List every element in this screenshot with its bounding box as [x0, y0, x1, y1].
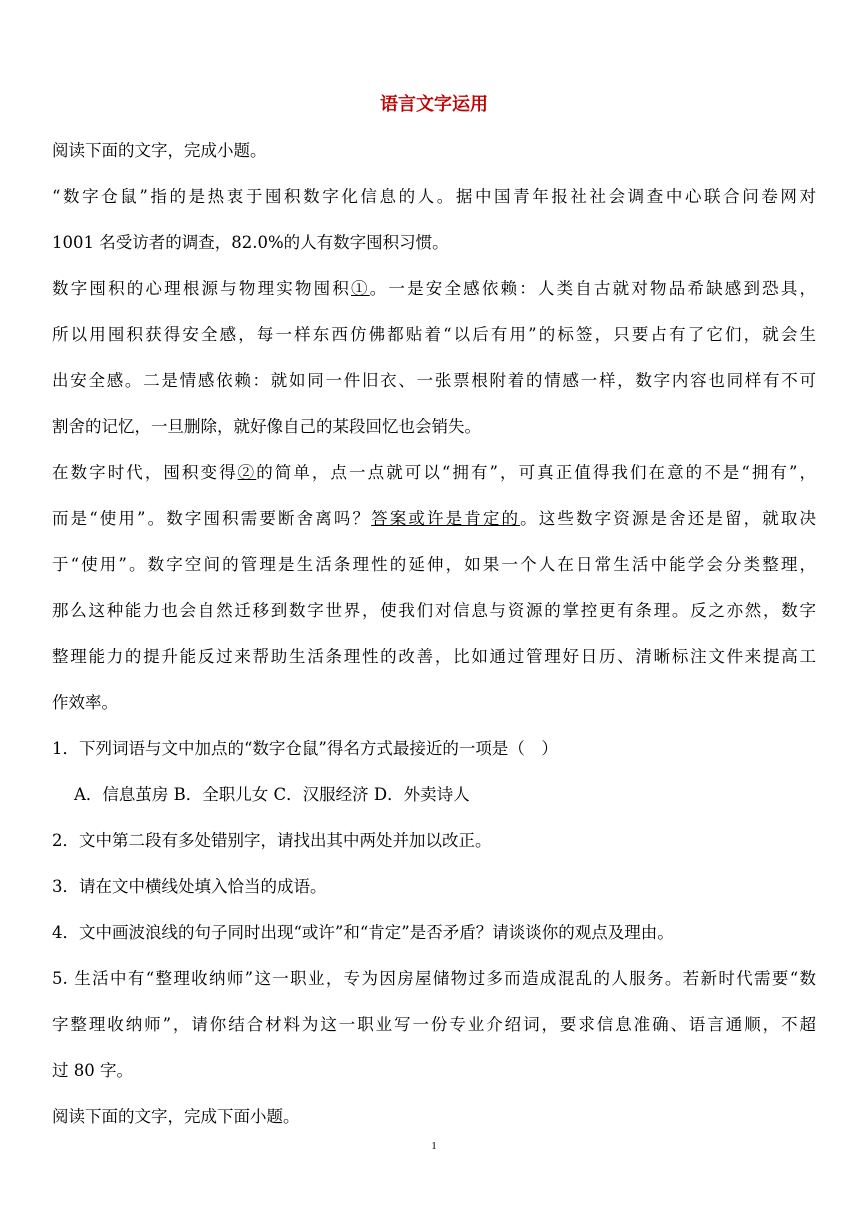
question-2: 2．文中第二段有多处错别字，请找出其中两处并加以改正。 — [52, 831, 492, 850]
para3-line2 — [52, 507, 816, 531]
para1-line1: “数字仓鼠”指的是热衷于囤积数字化信息的人。据中国青年报社社会调查中心联合问卷网对 — [52, 187, 816, 206]
question-3: 3．请在文中横线处填入恰当的成语。 — [52, 877, 327, 896]
para3-line5: 整理能力的提升能反过来帮助生活条理性的改善，比如通过管理好日历、清晰标注文件来提高工 — [52, 647, 816, 666]
outro-instruction: 阅读下面的文字，完成下面小题。 — [52, 1107, 300, 1126]
para2-line1-end: 。一是安全感依赖：人类自古就对物品希缺感到恐具， — [369, 279, 816, 298]
para3-line1-end: 的简单，点一点就可以“拥有”，可真正值得我们在意的不是“拥有”， — [256, 463, 817, 482]
page-number: 1 — [431, 1140, 437, 1152]
question-1-options: A．信息茧房 B．全职儿女 C．汉服经济 D．外卖诗人 — [74, 785, 470, 804]
para3-line1-start: 在数字时代，囤积变得 — [52, 463, 238, 482]
para2-line1-start: 数字囤积的心理根源与物理实物囤积 — [52, 279, 351, 298]
question-5-line2: 字整理收纳师”，请你结合材料为这一职业写一份专业介绍词，要求信息准确、语言通顺，不超 — [52, 1015, 816, 1034]
document-title: 语言文字运用 — [380, 94, 488, 115]
para3-line2-end: 。这些数字资源是舍还是留，就取决 — [520, 509, 816, 528]
wavy-underlined-sentence: 答案或许是肯定的 — [371, 509, 521, 528]
para3-line2-start: 而是“使用”。数字囤积需要断舍离吗？ — [52, 509, 372, 528]
question-4: 4．文中画波浪线的句子同时出现“或许”和“肯定”是否矛盾？请谈谈你的观点及理由。 — [52, 923, 674, 942]
intro-instruction: 阅读下面的文字，完成小题。 — [52, 141, 267, 160]
para1-line2: 1001 名受访者的调查，82.0%的人有数字囤积习惯。 — [52, 233, 449, 252]
para2-line4: 割舍的记忆，一旦删除，就好像自己的某段回忆也会销失。 — [52, 417, 481, 436]
para3-line3: 于“使用”。数字空间的管理是生活条理性的延伸，如果一个人在日常生活中能学会分类整理， — [52, 555, 816, 574]
question-5-line1: 5. 生活中有“整理收纳师”这一职业，专为因房屋储物过多而造成混乱的人服务。若新时代需要“数 — [52, 969, 816, 988]
para2-line3: 出安全感。二是情感依赖：就如同一件旧衣、一张票根附着的情感一样，数字内容也同样有不可 — [52, 371, 816, 390]
para3-line6: 作效率。 — [52, 693, 118, 712]
para3-line1 — [52, 461, 816, 485]
para2-line1 — [52, 277, 816, 301]
question-1: 1．下列词语与文中加点的“数字仓鼠”得名方式最接近的一项是（ ） — [52, 739, 558, 758]
blank-2: ② — [237, 463, 257, 482]
para2-line2: 所以用囤积获得安全感，每一样东西仿佛都贴着“以后有用”的标签，只要占有了它们，就会生 — [52, 325, 816, 344]
question-5-line3: 过 80 字。 — [52, 1061, 133, 1080]
para3-line4: 那么这种能力也会自然迁移到数字世界，使我们对信息与资源的掌控更有条理。反之亦然，数字 — [52, 601, 816, 620]
blank-1: ① — [351, 279, 370, 298]
